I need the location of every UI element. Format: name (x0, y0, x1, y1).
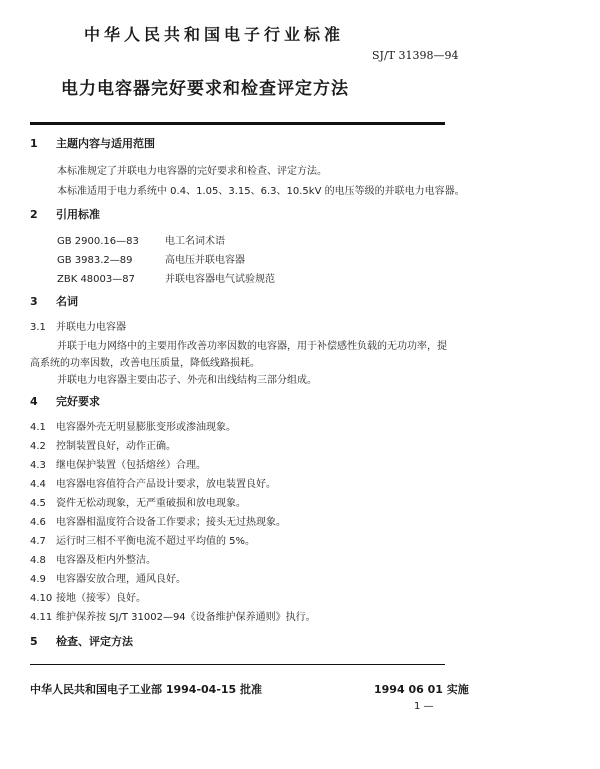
effective-date: 1994 06 01 实施 (374, 683, 469, 696)
requirement-item: 4.2 控制装置良好，动作正确。 (30, 441, 176, 452)
definition-line: 并联于电力网络中的主要用作改善功率因数的电容器，用于补偿感性负载的无功功率，提 (57, 341, 447, 352)
requirement-item: 4.7 运行时三相不平衡电流不超过平均值的 5%。 (30, 536, 256, 547)
standard-number: SJ/T 31398—94 (372, 49, 459, 62)
requirement-item: 4.5 瓷件无松动现象，无严重破损和放电现象。 (30, 498, 246, 509)
definition-line: 并联电力电容器主要由芯子、外壳和出线结构三部分组成。 (57, 375, 317, 386)
reference-item: GB 3983.2—89 高电压并联电容器 (57, 255, 245, 266)
section-heading-3: 3 名词 (30, 295, 78, 308)
section-1-paragraph: 本标准适用于电力系统中 0.4、1.05、3.15、6.3、10.5kV 的电压等级的并联电力电容器。 (57, 186, 465, 197)
section-heading-2: 2 引用标准 (30, 208, 100, 221)
footer-rule (30, 664, 445, 665)
requirement-item: 4.8 电容器及柜内外整洁。 (30, 555, 156, 566)
approval-line: 中华人民共和国电子工业部 1994-04-15 批准 (30, 683, 263, 696)
reference-item: GB 2900.16—83 电工名词术语 (57, 236, 225, 247)
requirement-item: 4.3 继电保护装置（包括熔丝）合理。 (30, 460, 206, 471)
requirement-item: 4.4 电容器电容值符合产品设计要求，放电装置良好。 (30, 479, 276, 490)
subsection-3-1: 3.1 并联电力电容器 (30, 322, 126, 333)
page-number: 1 — (414, 701, 434, 712)
requirement-item: 4.9 电容器安放合理，通风良好。 (30, 574, 186, 585)
section-heading-1: 1 主题内容与适用范围 (30, 137, 155, 150)
requirement-item: 4.11 维护保养按 SJ/T 31002—94《设备维护保养通则》执行。 (30, 612, 316, 623)
header-rule (30, 122, 445, 125)
requirement-item: 4.6 电容器相温度符合设备工作要求；接头无过热现象。 (30, 517, 286, 528)
requirement-item: 4.1 电容器外壳无明显膨胀变形或渗油现象。 (30, 422, 236, 433)
section-heading-5: 5 检查、评定方法 (30, 635, 133, 648)
requirement-item: 4.10 接地（接零）良好。 (30, 593, 146, 604)
section-heading-4: 4 完好要求 (30, 395, 100, 408)
document-title: 电力电容器完好要求和检查评定方法 (61, 79, 349, 99)
standard-category: 中华人民共和国电子行业标准 (84, 25, 345, 44)
definition-line: 高系统的功率因数，改善电压质量，降低线路损耗。 (30, 358, 260, 369)
section-1-paragraph: 本标准规定了并联电力电容器的完好要求和检查、评定方法。 (57, 166, 327, 177)
reference-item: ZBK 48003—87 并联电容器电气试验规范 (57, 274, 275, 285)
